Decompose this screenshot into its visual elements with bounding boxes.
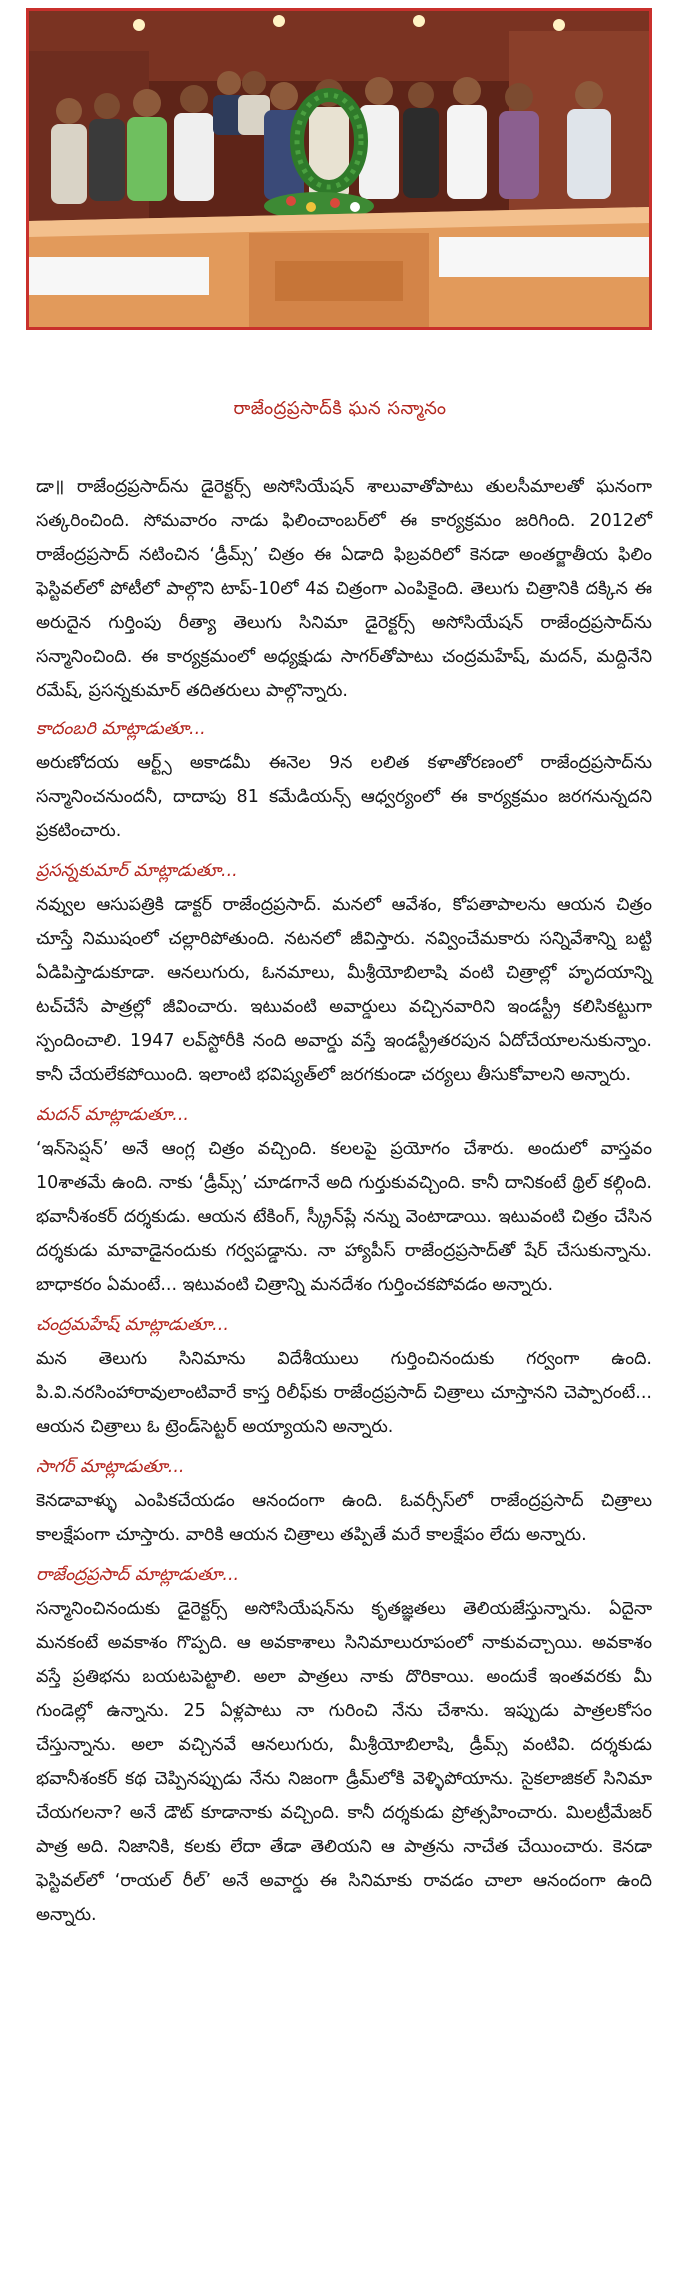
article-headline: రాజేంద్రప్రసాద్‌కి ఘన సన్మానం [233,398,447,419]
section-text-sagar: కెనడావాళ్ళు ఎంపికచేయడం ఆనందంగా ఉంది. ఓవర్సీస్‌లో రాజేంద్రప్రసాద్‌ చిత్రాలు కాలక్షేపంగా చూస్తారు. వారికి ఆయన చిత్రాలు తప్పితే మరే కాలక్షేపం లేదు అన్నారు. [36,1491,652,1545]
event-photo-illustration [29,11,649,327]
section-heading-sagar: సాగర్‌ మాట్లాడుతూ... [36,1457,185,1477]
section-heading-prasannakumar: ప్రసన్నకుమార్‌ మాట్లాడుతూ... [36,861,238,881]
section-text-rajendraprasad: సన్మానించినందుకు డైరెక్టర్స్‌ అసోసియేషన్‌ను కృతజ్ఞతలు తెలియజేస్తున్నాను. ఏదైనా మనకంటే అవకాశం గొప్పది. ఆ అవకాశాలు సినిమాలురూపంలో నాకువచ్చాయి. అవకాశం వస్తే ప్రతిభను బయటపెట్టాలి. అలా పాత్రలు నాకు దొరికాయి. అందుకే ఇంతవరకు మీ గుండెల్లో ఉన్నాను. 25 ఏళ్లపాటు నా గురించి నేను చేశాను. ఇప్పుడు పాత్రలకోసం చేస్తున్నాను. అలా వచ్చినవే ఆనలుగురు, మీశ్రీయోబిలాషి, డ్రీమ్స్‌ వంటివి. దర్శకుడు భవానీశంకర్‌ కథ చెప్పినప్పుడు నేను నిజంగా డ్రీమ్‌లోకి వెళ్ళిపోయాను. సైకలాజికల్‌ సినిమా చేయగలనా? అనే డౌట్‌ కూడానాకు వచ్చింది. కానీ దర్శకుడు ప్రోత్సహించారు. మిలట్రీమేజర్‌ పాత్ర అది. నిజానికి, కలకు లేదా తేడా తెలియని ఆ పాత్రను నాచేత చేయించారు. కెనడా ఫెస్టివల్‌లో ‘రాయల్‌ రీల్‌’ అనే అవార్డు ఈ సినిమాకు రావడం చాలా ఆనందంగా ఉంది అన్నారు. [36,1599,652,1925]
section-text-prasannakumar: నవ్వుల ఆసుపత్రికి డాక్టర్‌ రాజేంద్రప్రసాద్‌. మనలో ఆవేశం, కోపతాపాలను ఆయన చిత్రం చూస్తే నిముషంలో చల్లారిపోతుంది. నటనలో జీవిస్తారు. నవ్వించేమకారు సన్నివేశాన్ని బట్టి ఏడిపిస్తాడుకూడా. ఆనలుగురు, ఓనమాలు, మీశ్రీయోబిలాషి వంటి చిత్రాల్లో హృదయాన్ని టచ్‌చేసే పాత్రల్లో జీవించారు. ఇటువంటి అవార్డులు వచ్చినవారిని ఇండస్ట్రీ కలిసికట్టుగా స్పందించాలి. 1947 లవ్‌స్టోరీకి నంది అవార్డు వస్తే ఇండస్ట్రీతరపున ఏదోచేయాలనుకున్నాం. కానీ చేయలేకపోయింది. ఇలాంటి భవిష్యత్‌లో జరగకుండా చర్యలు తీసుకోవాలని అన్నారు. [36,895,652,1085]
section-heading-rajendraprasad: రాజేంద్రప్రసాద్‌ మాట్లాడుతూ... [36,1565,240,1585]
section-text-chandramahesh: మన తెలుగు సినిమాను విదేశీయులు గుర్తించినందుకు గర్వంగా ఉంది. పి.వి.నరసింహారావులాంటివారే కాస్త రిలీఫ్‌కు రాజేంద్రప్రసాద్‌ చిత్రాలు చూస్తానని చెప్పారంటే... ఆయన చిత్రాలు ఓ ట్రెండ్‌సెట్టర్‌ అయ్యాయని అన్నారు. [36,1349,652,1437]
article-body [36,470,652,1932]
section-text-madan: ‘ఇన్‌సెప్షన్‌’ అనే ఆంగ్ల చిత్రం వచ్చింది. కలలపై ప్రయోగం చేశారు. అందులో వాస్తవం 10శాతమే ఉంది. నాకు ‘డ్రీమ్స్‌’ చూడగానే అది గుర్తుకువచ్చింది. కానీ దానికంటే థ్రిల్‌ కల్గింది. భవానీశంకర్‌ దర్శకుడు. ఆయన టేకింగ్‌, స్క్రీన్‌ప్లే నన్ను వెంటాడాయి. ఇటువంటి చిత్రం చేసిన దర్శకుడు మావాడైనందుకు గర్వపడ్డాను. నా హ్యాపీస్‌ రాజేంద్రప్రసాద్‌తో షేర్‌ చేసుకున్నాను. బాధాకరం ఏమంటే... ఇటువంటి చిత్రాన్ని మనదేశం గుర్తించకపోవడం అన్నారు. [36,1139,652,1295]
event-photo [26,8,652,330]
section-heading-kadambari: కాదంబరి మాట్లాడుతూ... [36,719,206,739]
section-heading-madan: మదన్‌ మాట్లాడుతూ... [36,1105,189,1125]
intro-paragraph: డా॥ రాజేంద్రప్రసాద్‌ను డైరెక్టర్స్‌ అసోసియేషన్‌ శాలువాతోపాటు తులసీమాలతో ఘనంగా సత్కరించింది. సోమవారం నాడు ఫిలించాంబర్‌లో ఈ కార్యక్రమం జరిగింది. 2012లో రాజేంద్రప్రసాద్‌ నటించిన ‘డ్రీమ్స్‌’ చిత్రం ఈ ఏడాది ఫిబ్రవరిలో కెనడా అంతర్జాతీయ ఫిలిం ఫెస్టివల్‌లో పోటీలో పాల్గొని టాప్‌-10లో 4వ చిత్రంగా ఎంపికైంది. తెలుగు చిత్రానికి దక్కిన ఈ అరుదైన గుర్తింపు రీత్యా తెలుగు సినిమా డైరెక్టర్స్‌ అసోసియేషన్‌ రాజేంద్రప్రసాద్‌ను సన్మానించింది. ఈ కార్యక్రమంలో అధ్యక్షుడు సాగర్‌తోపాటు చంద్రమహేష్‌, మదన్‌, మద్దినేని రమేష్‌, ప్రసన్నకుమార్‌ తదితరులు పాల్గొన్నారు. [36,477,652,701]
section-heading-chandramahesh: చంద్రమహేష్‌ మాట్లాడుతూ... [36,1315,229,1335]
section-text-kadambari: అరుణోదయ ఆర్ట్స్‌ అకాడమీ ఈనెల 9న లలిత కళాతోరణంలో రాజేంద్రప్రసాద్‌ను సన్మానించనుందనీ, దాదాపు 81 కమేడియన్స్‌ ఆధ్వర్యంలో ఈ కార్యక్రమం జరగనున్నదని ప్రకటించారు. [36,753,652,841]
podium-table [29,207,649,327]
